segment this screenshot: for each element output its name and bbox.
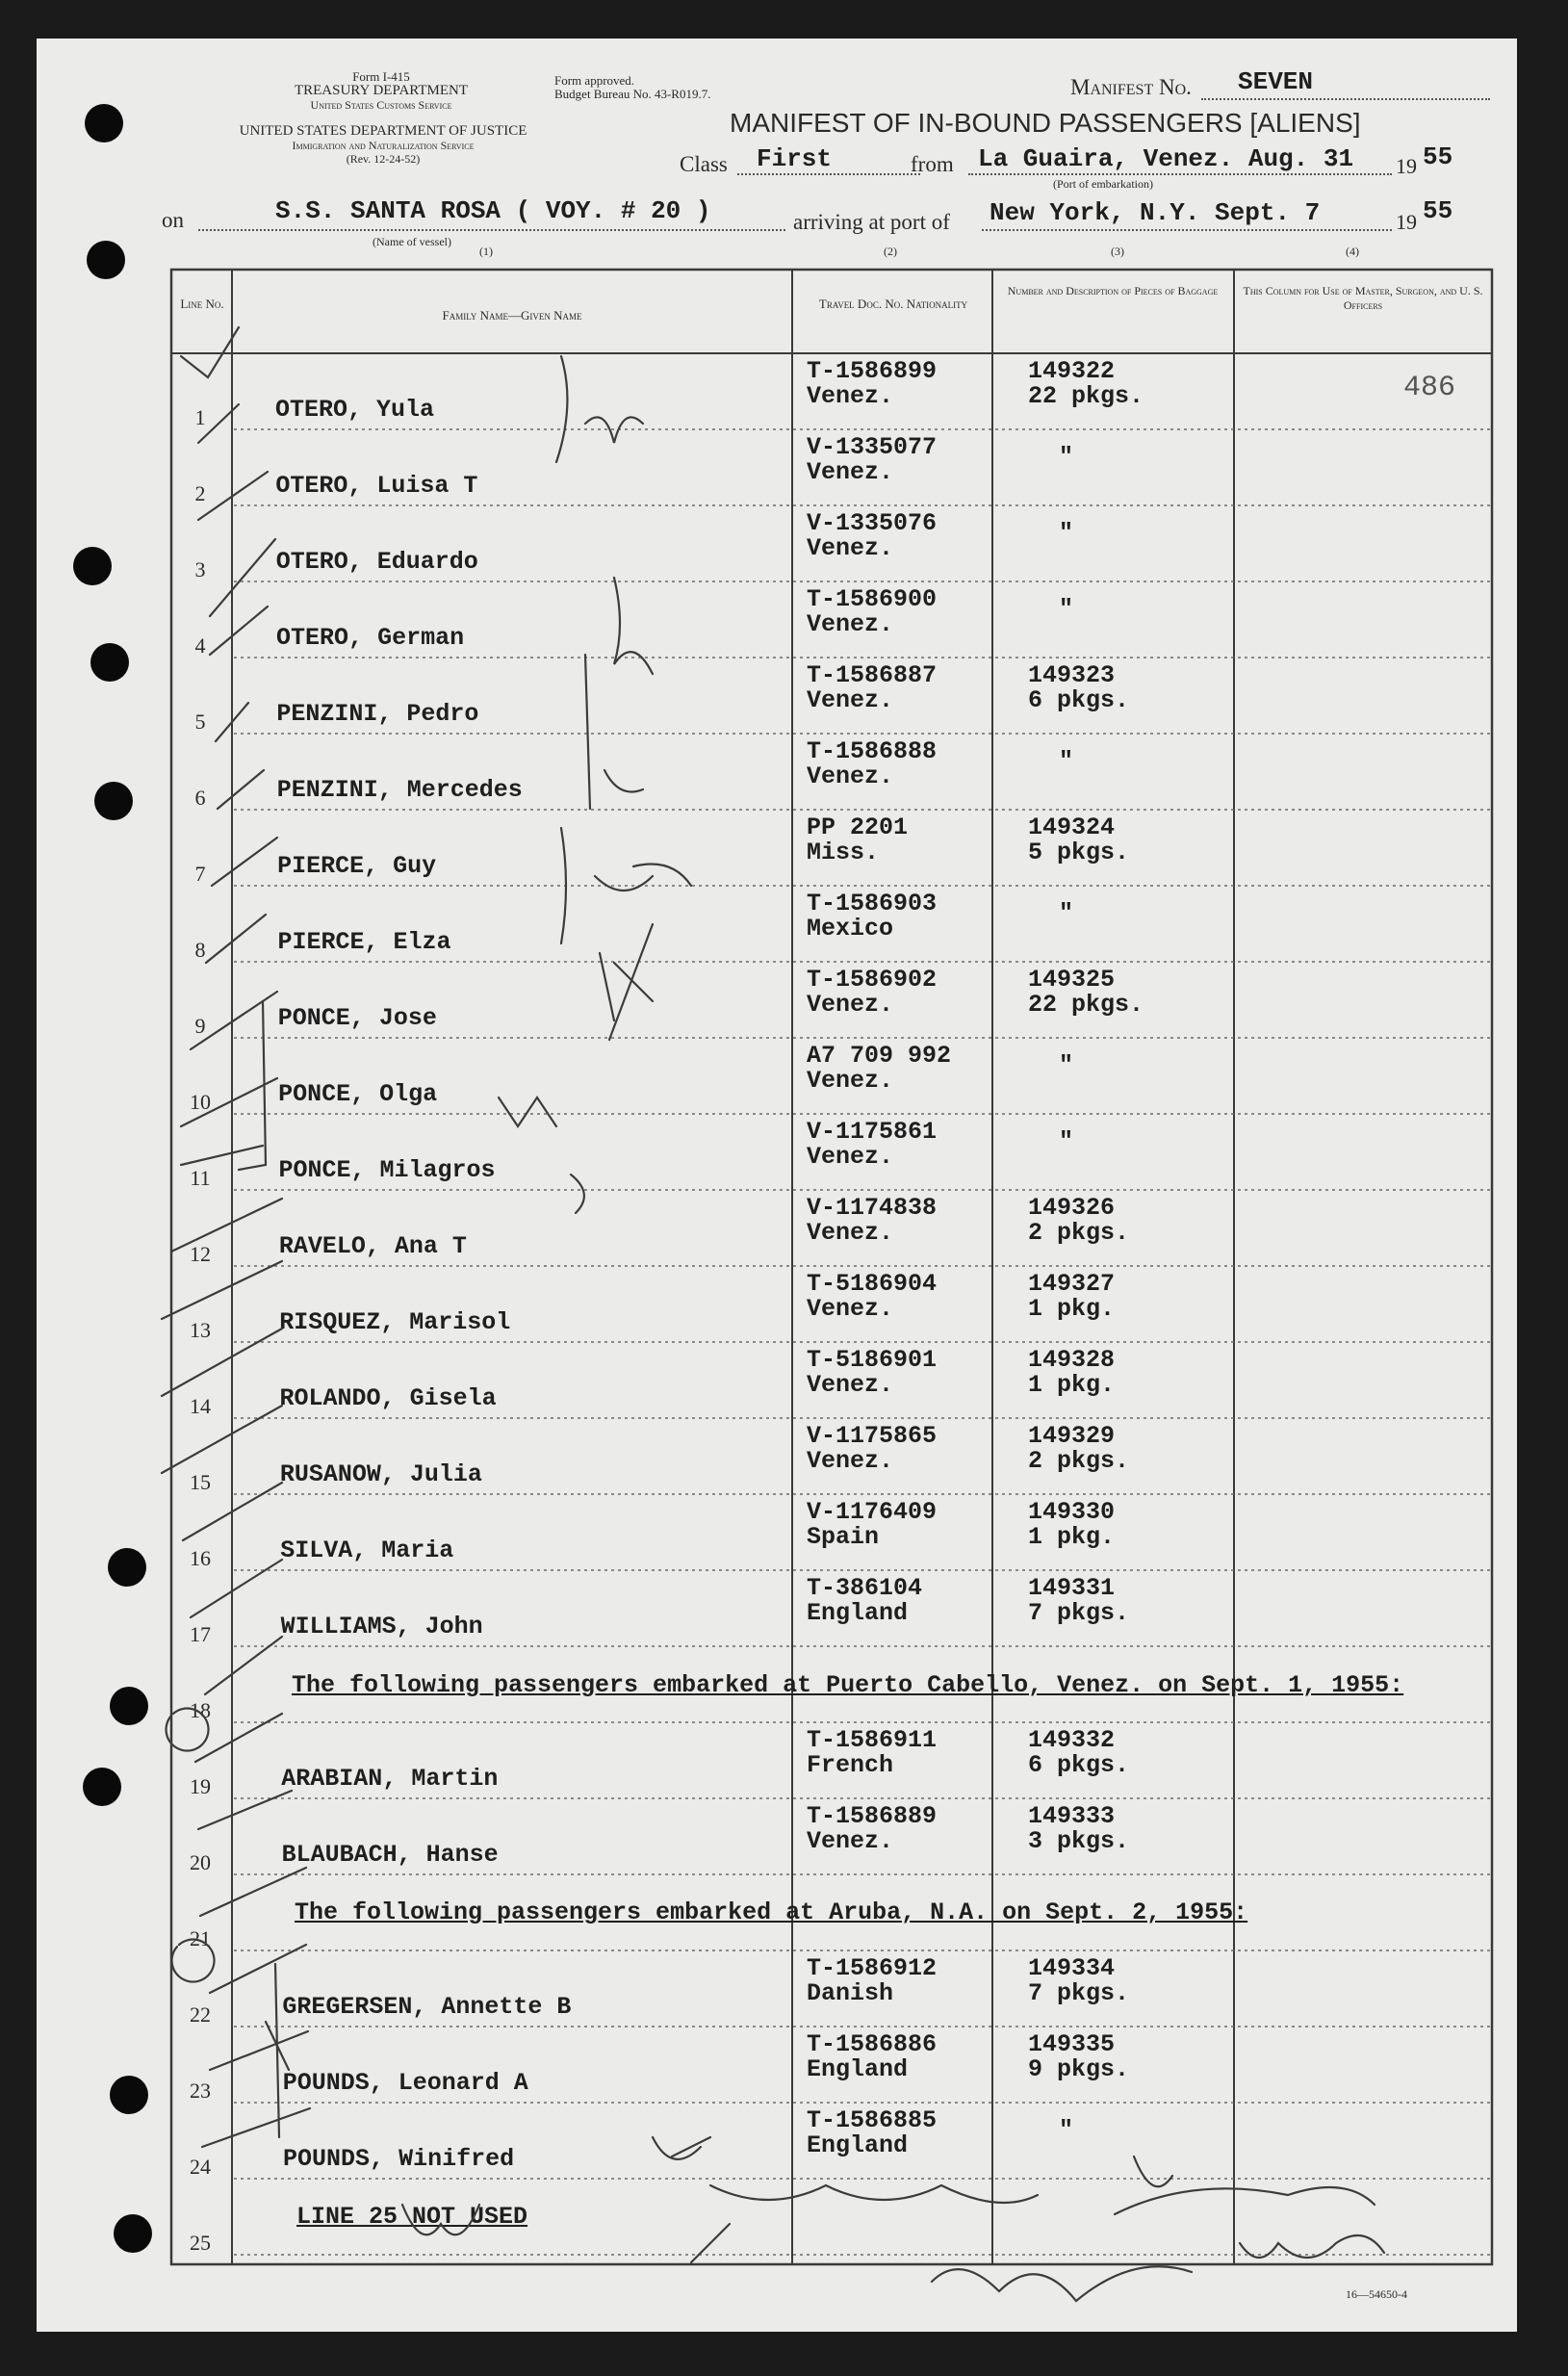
baggage-pieces: 2 pkgs. (1028, 1219, 1130, 1247)
line-number: 4 (194, 633, 206, 658)
arrival-value: New York, N.Y. Sept. 7 (990, 198, 1321, 227)
baggage-number: " (1059, 747, 1074, 775)
travel-doc-number: T-1586903 (807, 890, 938, 917)
handwritten-annotations (37, 39, 1517, 2332)
nationality: Spain (807, 1523, 880, 1551)
travel-doc-number: V-1335077 (807, 433, 938, 461)
passenger-name: PONCE, Jose (277, 1004, 437, 1032)
baggage-number: 149334 (1028, 1954, 1116, 1982)
passenger-name: OTERO, Luisa T (275, 472, 478, 500)
col-num-4: (4) (1346, 245, 1359, 258)
passenger-name: PENZINI, Pedro (276, 700, 479, 728)
class-label: Class (680, 152, 728, 176)
punch-hole (108, 1548, 146, 1587)
line-number: 16 (190, 1546, 211, 1570)
baggage-pieces: 2 pkgs. (1028, 1447, 1130, 1475)
line-number: 9 (194, 1014, 206, 1038)
nationality: French (807, 1751, 894, 1779)
nationality: Venez. (807, 762, 894, 790)
travel-doc-number: T-1586889 (807, 1802, 938, 1830)
col-num-1: (1) (479, 245, 493, 258)
punch-hole (114, 2214, 152, 2253)
line-number: 25 (190, 2231, 211, 2255)
line-number: 14 (190, 1394, 211, 1418)
passenger-name: OTERO, Yula (275, 396, 435, 424)
passenger-name: PIERCE, Elza (277, 928, 451, 956)
nationality: England (807, 2055, 909, 2083)
passenger-name: RISQUEZ, Marisol (279, 1308, 511, 1336)
travel-doc-number: T-1586899 (807, 357, 938, 385)
baggage-number: 149322 (1028, 357, 1116, 385)
from-value: La Guaira, Venez. Aug. 31 (978, 144, 1354, 173)
travel-doc-number: V-1175865 (807, 1422, 938, 1450)
baggage-pieces: 1 pkg. (1028, 1295, 1116, 1323)
baggage-pieces: 9 pkgs. (1028, 2055, 1130, 2083)
year-prefix-1: 19 (1396, 154, 1417, 178)
passenger-name: POUNDS, Winifred (283, 2145, 515, 2173)
punch-hole (83, 1768, 121, 1806)
travel-doc-number: T-1586885 (807, 2106, 938, 2134)
baggage-number: " (1059, 1051, 1074, 1079)
travel-doc-number: T-1586886 (807, 2030, 938, 2058)
travel-doc-number: T-5186901 (807, 1346, 938, 1374)
header-line-no: Line No. (180, 297, 224, 311)
travel-doc-number: T-1586900 (807, 585, 938, 613)
line-number: 18 (190, 1698, 211, 1722)
baggage-number: " (1059, 595, 1074, 623)
punch-hole (87, 241, 125, 279)
col-num-3: (3) (1111, 245, 1124, 258)
travel-doc-number: T-5186904 (807, 1270, 938, 1298)
baggage-pieces: 5 pkgs. (1028, 839, 1130, 866)
notice-aruba: The following passengers embarked at Aruba, N.A. on Sept. 2, 1955: (295, 1898, 1248, 1926)
punch-hole (94, 782, 133, 820)
baggage-pieces: 6 pkgs. (1028, 686, 1130, 714)
punch-hole (110, 1687, 148, 1725)
embark-caption: (Port of embarkation) (1053, 177, 1153, 191)
vessel-caption: (Name of vessel) (373, 235, 451, 248)
class-value: First (757, 144, 833, 173)
travel-doc-number: V-1174838 (807, 1194, 938, 1222)
baggage-pieces: 1 pkg. (1028, 1371, 1116, 1399)
manifest-no-label: Manifest No. (1070, 75, 1192, 99)
form-approved: Form approved. (554, 73, 635, 88)
line-number: 3 (194, 557, 206, 581)
nationality: Venez. (807, 991, 894, 1019)
dept-justice-sub: Immigration and Naturalization Service (292, 139, 475, 152)
baggage-number: " (1059, 899, 1074, 927)
nationality: Venez. (807, 1371, 894, 1399)
baggage-pieces: 22 pkgs. (1028, 991, 1144, 1019)
line-number: 6 (194, 786, 206, 810)
line-number: 2 (194, 481, 206, 505)
baggage-number: " (1059, 519, 1074, 547)
vessel-value: S.S. SANTA ROSA ( VOY. # 20 ) (275, 196, 711, 225)
line-number: 1 (194, 405, 206, 429)
header-doc: Travel Doc. No. Nationality (818, 297, 968, 311)
baggage-number: 149325 (1028, 966, 1116, 994)
travel-doc-number: V-1175861 (807, 1118, 938, 1146)
nationality: Danish (807, 1979, 894, 2007)
passenger-name: PENZINI, Mercedes (276, 776, 523, 804)
travel-doc-number: T-1586887 (807, 661, 938, 689)
col-num-2: (2) (884, 245, 897, 258)
arriving-label: arriving at port of (793, 210, 950, 234)
line-number: 17 (190, 1622, 211, 1646)
line-number: 19 (190, 1774, 211, 1798)
nationality: Miss. (807, 839, 880, 866)
baggage-number: 149323 (1028, 661, 1116, 689)
baggage-number: 149324 (1028, 814, 1116, 841)
travel-doc-number: T-1586888 (807, 737, 938, 765)
baggage-pieces: 7 pkgs. (1028, 1599, 1130, 1627)
passenger-name: RAVELO, Ana T (278, 1232, 467, 1260)
passenger-name: OTERO, Eduardo (275, 548, 478, 576)
nationality: Venez. (807, 382, 894, 410)
line-number: 12 (190, 1242, 211, 1266)
nationality: Venez. (807, 1067, 894, 1095)
baggage-number: 149330 (1028, 1498, 1116, 1526)
year-suffix-2: 55 (1423, 196, 1453, 225)
line-number: 5 (194, 710, 206, 734)
passenger-name: OTERO, German (276, 624, 465, 652)
baggage-number: 149335 (1028, 2030, 1116, 2058)
line-number: 10 (190, 1090, 211, 1114)
line-number: 11 (190, 1166, 211, 1190)
baggage-number: " (1059, 2116, 1074, 2144)
nationality: Venez. (807, 1827, 894, 1855)
dept-treasury-sub: United States Customs Service (310, 98, 452, 112)
passenger-name: SILVA, Maria (280, 1537, 454, 1564)
passenger-name: PONCE, Milagros (278, 1156, 496, 1184)
line-number: 8 (194, 938, 206, 962)
on-label: on (162, 208, 184, 232)
page-stamp-number: 486 (1403, 372, 1456, 404)
form-number: Form I-415 (352, 69, 410, 84)
travel-doc-number: T-386104 (807, 1574, 923, 1602)
nationality: Venez. (807, 1295, 894, 1323)
passenger-name: PIERCE, Guy (277, 852, 437, 880)
travel-doc-number: T-1586911 (807, 1726, 938, 1754)
form-revision: (Rev. 12-24-52) (346, 152, 421, 166)
nationality: England (807, 2131, 909, 2159)
line-number: 21 (190, 1926, 211, 1950)
manifest-title: MANIFEST OF IN-BOUND PASSENGERS [ALIENS] (730, 108, 1361, 138)
travel-doc-number: V-1335076 (807, 509, 938, 537)
travel-doc-number: V-1176409 (807, 1498, 938, 1526)
budget-bureau: Budget Bureau No. 43-R019.7. (554, 87, 711, 101)
passenger-name: POUNDS, Leonard A (282, 2069, 528, 2097)
notice-puerto-cabello: The following passengers embarked at Puerto Cabello, Venez. on Sept. 1, 1955: (292, 1671, 1404, 1699)
notice-line-25: LINE 25 NOT USED (296, 2203, 528, 2231)
nationality: Venez. (807, 610, 894, 638)
manifest-no-value: SEVEN (1238, 67, 1314, 96)
line-number: 24 (190, 2155, 211, 2179)
year-suffix-1: 55 (1423, 142, 1453, 171)
line-number: 7 (194, 862, 206, 886)
year-prefix-2: 19 (1396, 210, 1417, 234)
punch-hole (73, 547, 112, 585)
passenger-name: PONCE, Olga (278, 1080, 438, 1108)
baggage-pieces: 6 pkgs. (1028, 1751, 1130, 1779)
baggage-number: 149328 (1028, 1346, 1116, 1374)
dept-treasury: TREASURY DEPARTMENT (294, 83, 469, 98)
passenger-name: RUSANOW, Julia (279, 1460, 482, 1488)
line-number: 15 (190, 1470, 211, 1494)
baggage-number: 149329 (1028, 1422, 1116, 1450)
from-label: from (911, 152, 954, 176)
baggage-pieces: 7 pkgs. (1028, 1979, 1130, 2007)
header-baggage: Number and Description of Pieces of Baggage (1007, 284, 1219, 297)
passenger-name: WILLIAMS, John (280, 1613, 483, 1640)
header-name: Family Name—Given Name (442, 308, 582, 323)
baggage-number: " (1059, 443, 1074, 471)
baggage-number: 149333 (1028, 1802, 1116, 1830)
travel-doc-number: A7 709 992 (807, 1042, 952, 1070)
punch-hole (85, 104, 123, 142)
punch-hole (90, 643, 129, 682)
line-number: 22 (190, 2002, 211, 2027)
travel-doc-number: T-1586902 (807, 966, 938, 994)
manifest-page (37, 39, 1517, 2332)
footer-code: 16—54650-4 (1346, 2287, 1407, 2301)
nationality: Venez. (807, 1219, 894, 1247)
line-number: 23 (190, 2079, 211, 2103)
nationality: Venez. (807, 1447, 894, 1475)
nationality: Venez. (807, 534, 894, 562)
baggage-number: 149327 (1028, 1270, 1116, 1298)
baggage-number: 149326 (1028, 1194, 1116, 1222)
baggage-number: " (1059, 1127, 1074, 1155)
baggage-number: 149332 (1028, 1726, 1116, 1754)
baggage-number: 149331 (1028, 1574, 1116, 1602)
passenger-name: ROLANDO, Gisela (279, 1384, 497, 1412)
line-number: 20 (190, 1850, 211, 1874)
punch-hole (110, 2076, 148, 2114)
passenger-name: BLAUBACH, Hanse (281, 1841, 499, 1869)
line-number: 13 (190, 1318, 211, 1342)
baggage-pieces: 22 pkgs. (1028, 382, 1144, 410)
nationality: Venez. (807, 686, 894, 714)
passenger-name: ARABIAN, Martin (281, 1765, 499, 1793)
nationality: Mexico (807, 915, 894, 943)
passenger-name: GREGERSEN, Annette B (282, 1993, 572, 2021)
travel-doc-number: PP 2201 (807, 814, 909, 841)
nationality: Venez. (807, 458, 894, 486)
travel-doc-number: T-1586912 (807, 1954, 938, 1982)
header-officers: This Column for Use of Master, Surgeon, and U. S. Officers (1243, 284, 1483, 312)
baggage-pieces: 3 pkgs. (1028, 1827, 1130, 1855)
baggage-pieces: 1 pkg. (1028, 1523, 1116, 1551)
dept-justice: UNITED STATES DEPARTMENT OF JUSTICE (239, 123, 527, 139)
nationality: Venez. (807, 1143, 894, 1171)
nationality: England (807, 1599, 909, 1627)
